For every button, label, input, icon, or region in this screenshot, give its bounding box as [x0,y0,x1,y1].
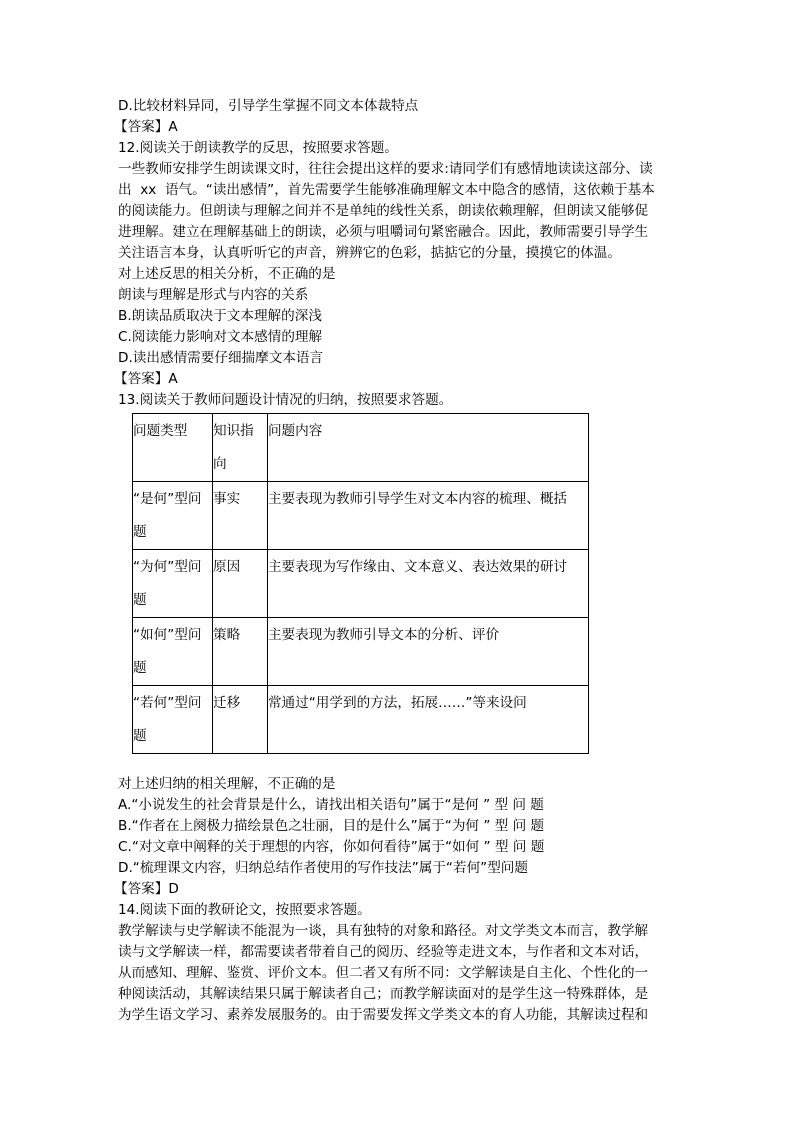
q13-question: 对上述归纳的相关理解，不正确的是 [118,776,336,792]
q14-passage-line: 种阅读活动，其解读结果只属于解读者自己；而教学解读面对的是学生这一特殊群体，是 [118,986,649,1002]
q12-passage-line: 进理解。建立在理解基础上的朗读，必须与咀嚼词句紧密融合。因此，教师需要引导学生 [118,224,649,240]
table-cell-knowledge: 事实 [212,482,267,550]
q13-option-a: A.“小说发生的社会背景是什么，请找出相关语句”属于“是何 ” 型 问 题 [118,797,544,813]
q12-passage-line: 关注语言本身，认真听听它的声音，辨辨它的色彩，掂掂它的分量，摸摸它的体温。 [118,245,621,261]
q12-answer: 【答案】A [114,371,178,387]
table-cell-content: 主要表现为教师引导学生对文本内容的梳理、概括 [267,482,588,550]
q13-option-d: D.“梳理课文内容，归纳总结作者使用的写作技法”属于“若何”型问题 [118,860,528,876]
table-header-cell: 知识指向 [212,414,267,482]
q12-option-b: B.朗读品质取决于文本理解的深浅 [118,308,322,324]
question-type-table [132,413,589,754]
q11-option-d: D.比较材料异同，引导学生掌握不同文本体裁特点 [118,98,419,114]
q13-option-c: C.“对文章中阐释的关于理想的内容，你如何看待”属于“如何 ” 型 问 题 [118,839,545,855]
q14-passage-line: 从而感知、理解、鉴赏、评价文本。但二者又有所不同：文学解读是自主化、个性化的一 [118,965,649,981]
table-cell-knowledge: 原因 [212,550,267,618]
table-cell-type: “是何”型问题 [133,482,213,550]
table-row [133,482,589,550]
table-row [133,550,589,618]
document-page [114,96,680,1026]
table-header-row [133,414,589,482]
table-row [133,618,589,686]
q12-title: 12.阅读关于朗读教学的反思，按照要求答题。 [118,140,398,156]
table-cell-knowledge: 迁移 [212,686,267,754]
q12-question: 对上述反思的相关分析，不正确的是 [118,266,336,282]
table-cell-content: 常通过“用学到的方法，拓展……”等来设问 [267,686,588,754]
q14-passage [118,921,680,1026]
q12-passage-line: 的阅读能力。但朗读与理解之间并不是单纯的线性关系，朗读依赖理解，但朗读又能够促 [118,203,649,219]
q12-passage-line: 一些教师安排学生朗读课文时，往往会提出这样的要求:请同学们有感情地读读这部分、读 [118,161,653,177]
q14-passage-line: 读与文学解读一样，都需要读者带着自己的阅历、经验等走进文本，与作者和文本对话， [118,944,649,960]
table-cell-content: 主要表现为写作缘由、文本意义、表达效果的研讨 [267,550,588,618]
table-cell-type: “若何”型问题 [133,686,213,754]
q12-passage [118,159,680,264]
q13-option-b: B.“作者在上阕极力描绘景色之壮丽，目的是什么”属于“为何 ” 型 问 题 [118,818,545,834]
q11-answer: 【答案】A [114,119,178,135]
table-cell-type: “如何”型问题 [133,618,213,686]
q12-option-c: C.阅读能力影响对文本感情的理解 [118,329,323,345]
q13-answer: 【答案】D [114,881,179,897]
q14-title: 14.阅读下面的教研论文，按照要求答题。 [118,902,371,918]
table-cell-type: “为何”型问题 [133,550,213,618]
q14-passage-line: 为学生语文学习、素养发展服务的。由于需要发挥文学类文本的育人功能，其解读过程和 [118,1007,649,1023]
q12-passage-line: 出 xx 语气。“读出感情”，首先需要学生能够准确理解文本中隐含的感情，这依赖于基本 [118,182,655,198]
table-row [133,686,589,754]
table-header-cell: 问题内容 [267,414,588,482]
q13-title: 13.阅读关于教师问题设计情况的归纳，按照要求答题。 [118,392,453,408]
q14-passage-line: 教学解读与史学解读不能混为一谈，具有独特的对象和路径。对文学类文本而言，教学解 [118,923,649,939]
table-header-cell: 问题类型 [133,414,213,482]
table-cell-content: 主要表现为教师引导文本的分析、评价 [267,618,588,686]
q12-option-d: D.读出感情需要仔细揣摩文本语言 [118,350,324,366]
table-cell-knowledge: 策略 [212,618,267,686]
q12-option-a: 朗读与理解是形式与内容的关系 [118,287,309,303]
